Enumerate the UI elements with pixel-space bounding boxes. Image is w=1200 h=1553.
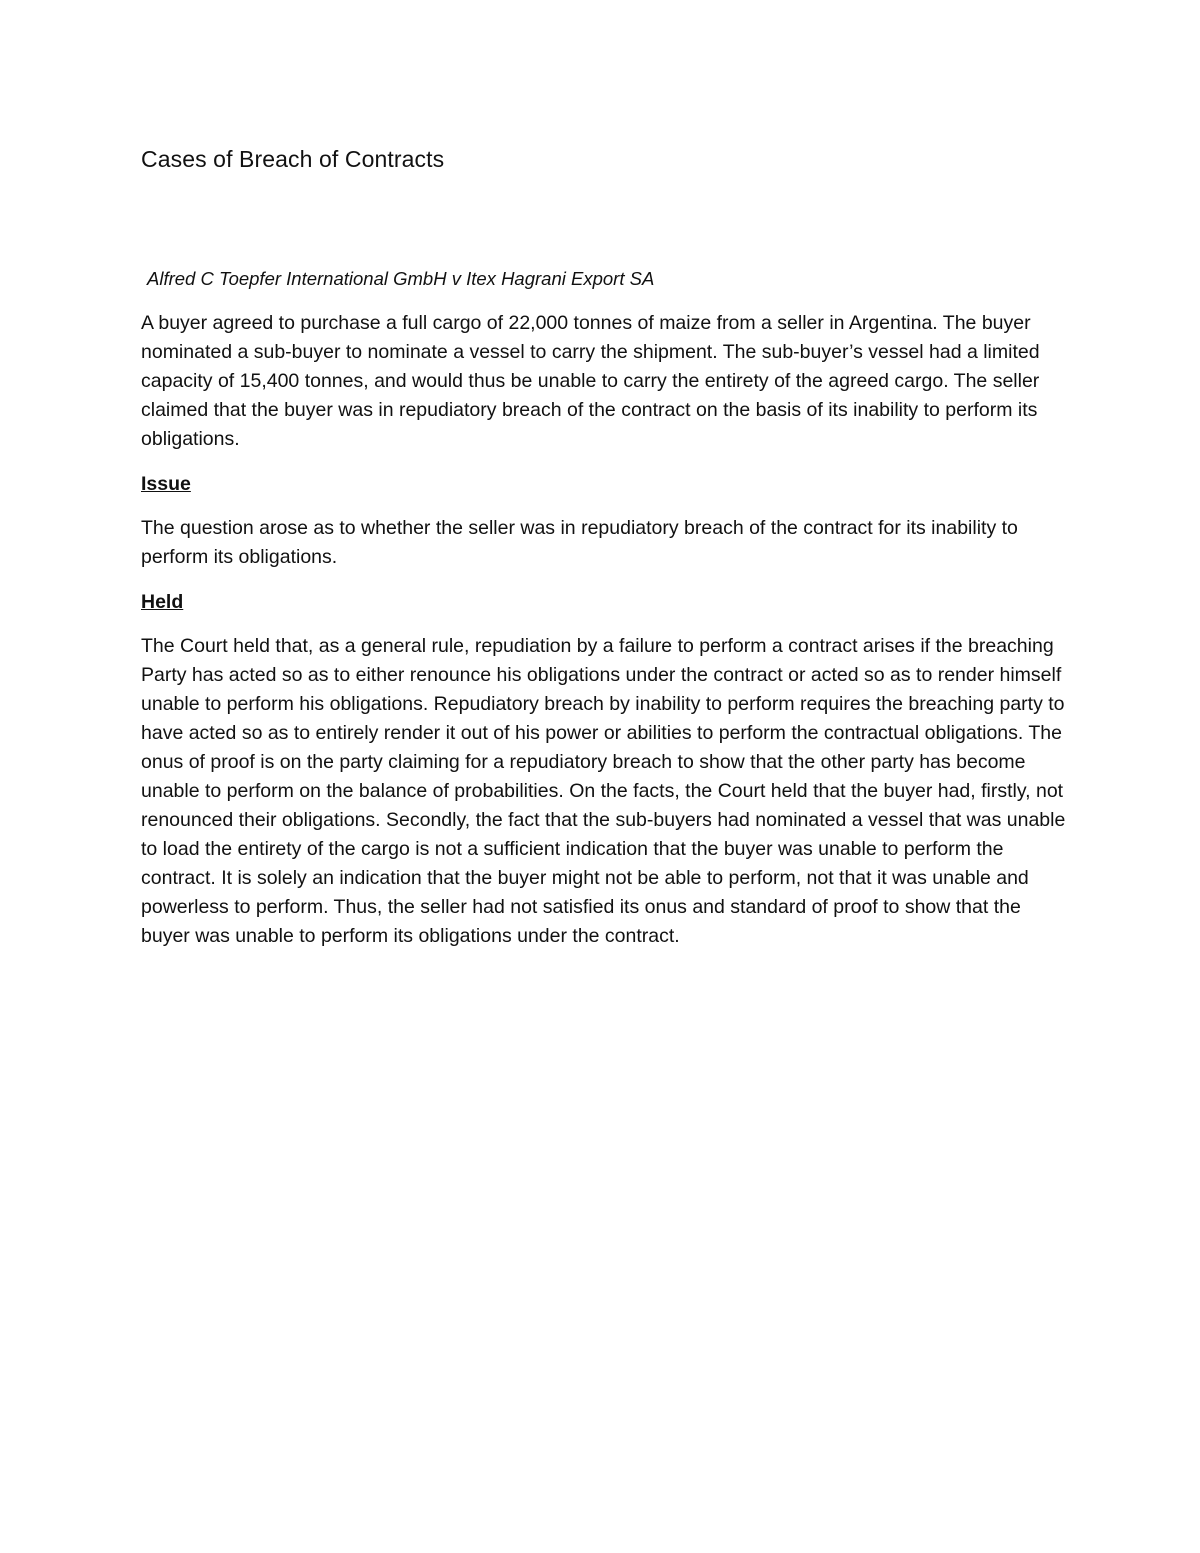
document-body bbox=[141, 140, 1066, 951]
facts-paragraph: A buyer agreed to purchase a full cargo of 22,000 tonnes of maize from a seller in Argentina. The buyer nominated a sub-buyer to nominate a vessel to carry the shipment. The sub-buyer’s vessel had a limited capacity of 15,400 tonnes, and would thus be unable to carry the entirety of the agreed cargo. The seller claimed that the buyer was in repudiatory breach of the contract on the basis of its inability to perform its obligations. bbox=[141, 312, 1040, 450]
issue-paragraph: The question arose as to whether the seller was in repudiatory breach of the contract for its inability to perform its obligations. bbox=[141, 517, 1018, 568]
issue-heading: Issue bbox=[141, 473, 191, 495]
held-paragraph: The Court held that, as a general rule, repudiation by a failure to perform a contract arises if the breaching Party has acted so as to either renounce his obligations under the contract or acted so as to render himself unable to perform his obligations. Repudiatory breach by inability to perform requires the breaching party to have acted so as to entirely render it out of his power or abilities to perform the contractual obligations. The onus of proof is on the party claiming for a repudiatory breach to show that the other party has become unable to perform on the balance of probabilities. On the facts, the Court held that the buyer had, firstly, not renounced their obligations. Secondly, the fact that the sub-buyers had nominated a vessel that was unable to load the entirety of the cargo is not a sufficient indication that the buyer was unable to perform the contract. It is solely an indication that the buyer might not be able to perform, not that it was unable and powerless to perform. Thus, the seller had not satisfied its onus and standard of proof to show that the buyer was unable to perform its obligations under the contract. bbox=[141, 635, 1066, 947]
case-name: Alfred C Toepfer International GmbH v Itex Hagrani Export SA bbox=[147, 268, 655, 289]
held-heading: Held bbox=[141, 591, 184, 613]
document-title: Cases of Breach of Contracts bbox=[141, 146, 445, 172]
